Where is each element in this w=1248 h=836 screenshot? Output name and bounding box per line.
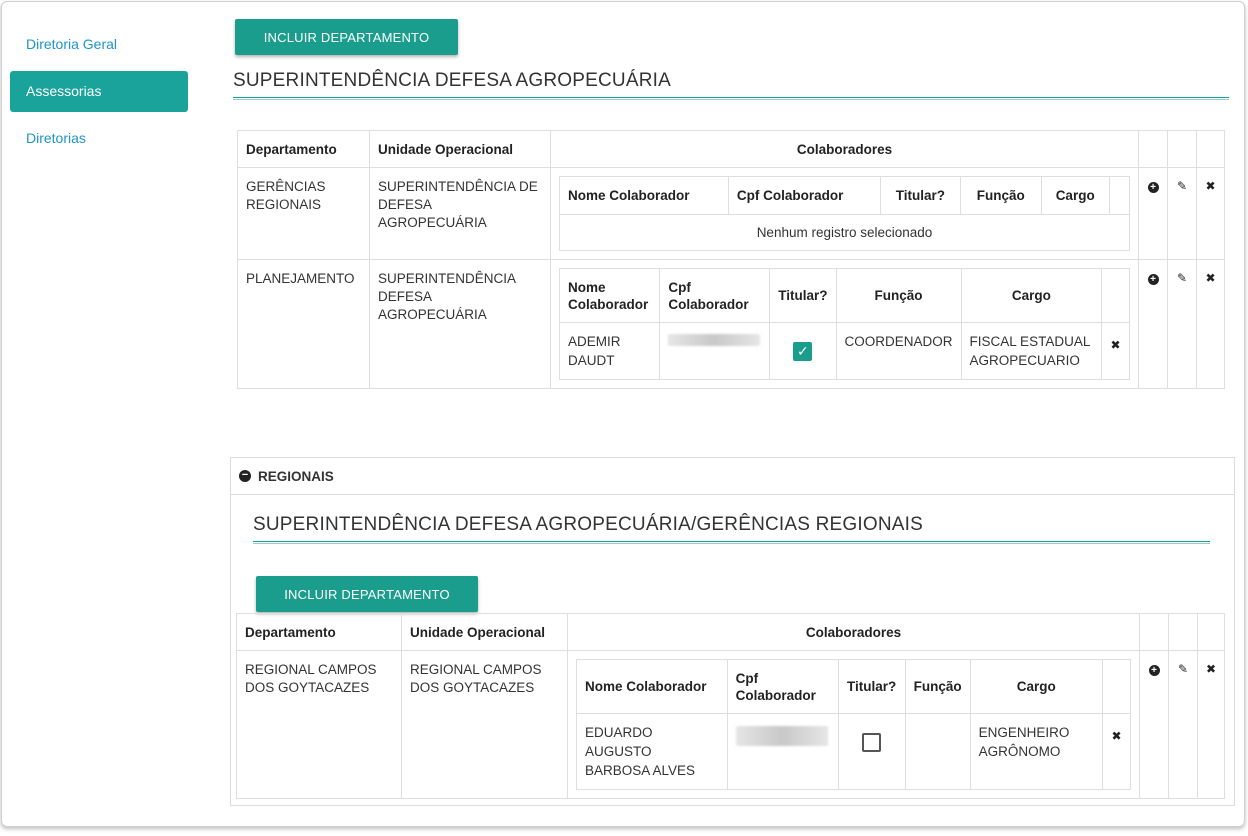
header-blank xyxy=(1139,131,1168,168)
sub-header-funcao: Função xyxy=(961,177,1041,215)
remove-colaborador-button[interactable] xyxy=(1102,323,1130,380)
colaborador-nome: ADEMIR DAUDT xyxy=(560,323,660,380)
sub-header-cargo: Cargo xyxy=(1041,177,1109,215)
times-icon[interactable]: ✖ xyxy=(1205,179,1216,193)
add-colaborador-button[interactable] xyxy=(1139,260,1168,389)
header-departamento: Departamento xyxy=(237,614,402,651)
colaborador-row xyxy=(560,323,1130,380)
sub-header-titular: Titular? xyxy=(880,177,960,215)
colaborador-funcao: COORDENADOR xyxy=(836,323,961,380)
colaborador-titular[interactable] xyxy=(838,714,905,790)
edit-button[interactable] xyxy=(1169,651,1198,799)
app-frame xyxy=(1,1,1245,827)
incluir-departamento-button[interactable]: INCLUIR DEPARTAMENTO xyxy=(235,19,458,55)
colaborador-titular[interactable] xyxy=(770,323,836,380)
pencil-icon[interactable]: ✎ xyxy=(1177,662,1189,676)
delete-button[interactable] xyxy=(1197,260,1225,389)
plus-circle-icon[interactable]: + xyxy=(1148,182,1159,193)
empty-message: Nenhum registro selecionado xyxy=(560,215,1130,251)
regionais-title-divider xyxy=(253,541,1210,544)
cell-unidade: SUPERINTENDÊNCIA DEFESA AGROPECUÁRIA xyxy=(370,260,551,389)
redacted-cpf xyxy=(736,726,828,746)
header-unidade: Unidade Operacional xyxy=(402,614,568,651)
add-colaborador-button[interactable] xyxy=(1139,168,1168,260)
colaboradores-table xyxy=(559,268,1130,380)
sidebar-item-assessorias[interactable]: Assessorias xyxy=(10,71,188,112)
pencil-icon[interactable]: ✎ xyxy=(1176,179,1188,193)
sub-header-nome: Nome Colaborador xyxy=(560,177,729,215)
times-icon[interactable]: ✖ xyxy=(1110,338,1121,352)
regionais-table xyxy=(236,613,1225,799)
header-blank xyxy=(1168,131,1197,168)
header-departamento: Departamento xyxy=(238,131,370,168)
sub-header-titular: Titular? xyxy=(770,269,836,323)
sub-header-blank xyxy=(1102,269,1130,323)
table-row xyxy=(238,168,1225,260)
regionais-label: REGIONAIS xyxy=(258,468,334,484)
cell-unidade: SUPERINTENDÊNCIA DE DEFESA AGROPECUÁRIA xyxy=(370,168,551,260)
sub-header-blank xyxy=(1102,660,1130,714)
remove-colaborador-button[interactable] xyxy=(1102,714,1130,790)
plus-circle-icon[interactable]: + xyxy=(1148,274,1159,285)
checkbox-unchecked-icon[interactable] xyxy=(862,733,881,752)
delete-button[interactable] xyxy=(1197,168,1225,260)
edit-button[interactable] xyxy=(1168,168,1197,260)
cell-departamento: REGIONAL CAMPOS DOS GOYTACAZES xyxy=(237,651,402,799)
sidebar-item-diretoria-geral[interactable]: Diretoria Geral xyxy=(26,36,118,52)
header-blank xyxy=(1198,614,1225,651)
header-blank xyxy=(1197,131,1225,168)
times-icon[interactable]: ✖ xyxy=(1111,729,1122,743)
title-divider xyxy=(233,97,1229,100)
colaborador-row xyxy=(577,714,1131,790)
colaborador-funcao xyxy=(905,714,970,790)
pencil-icon[interactable]: ✎ xyxy=(1176,271,1188,285)
sub-header-cargo: Cargo xyxy=(961,269,1102,323)
redacted-cpf xyxy=(668,334,760,346)
sub-header-cpf: Cpf Colaborador xyxy=(728,177,880,215)
times-icon[interactable]: ✖ xyxy=(1205,271,1216,285)
minus-circle-icon[interactable]: − xyxy=(239,470,251,482)
header-blank xyxy=(1140,614,1169,651)
departamentos-table xyxy=(237,130,1225,389)
sub-header-titular: Titular? xyxy=(838,660,905,714)
colaboradores-table xyxy=(559,176,1130,251)
cell-unidade: REGIONAL CAMPOS DOS GOYTACAZES xyxy=(402,651,568,799)
sidebar xyxy=(10,24,188,165)
header-unidade: Unidade Operacional xyxy=(370,131,551,168)
colaboradores-table xyxy=(576,659,1131,790)
sub-header-funcao: Função xyxy=(836,269,961,323)
sidebar-item-diretorias[interactable]: Diretorias xyxy=(26,130,86,146)
incluir-departamento-regional-button[interactable]: INCLUIR DEPARTAMENTO xyxy=(256,576,478,612)
cell-departamento: GERÊNCIAS REGIONAIS xyxy=(238,168,370,260)
edit-button[interactable] xyxy=(1168,260,1197,389)
colaborador-cargo: ENGENHEIRO AGRÔNOMO xyxy=(970,714,1102,790)
page-title: SUPERINTENDÊNCIA DEFESA AGROPECUÁRIA xyxy=(233,70,671,91)
sub-header-blank xyxy=(1109,177,1129,215)
header-colaboradores: Colaboradores xyxy=(568,614,1140,651)
header-colaboradores: Colaboradores xyxy=(551,131,1139,168)
times-icon[interactable]: ✖ xyxy=(1205,662,1217,676)
regionais-title: SUPERINTENDÊNCIA DEFESA AGROPECUÁRIA/GERÊNCIAS REGIONAIS xyxy=(253,514,924,535)
cell-colaboradores xyxy=(551,260,1139,389)
colaborador-cpf xyxy=(727,714,838,790)
colaborador-nome: EDUARDO AUGUSTO BARBOSA ALVES xyxy=(577,714,728,790)
sub-header-cpf: Cpf Colaborador xyxy=(660,269,770,323)
sub-header-cpf: Cpf Colaborador xyxy=(727,660,838,714)
plus-circle-icon[interactable]: + xyxy=(1149,665,1160,676)
delete-button[interactable] xyxy=(1198,651,1225,799)
table-row xyxy=(237,651,1225,799)
header-blank xyxy=(1169,614,1198,651)
cell-colaboradores xyxy=(568,651,1140,799)
colaborador-cargo: FISCAL ESTADUAL AGROPECUARIO xyxy=(961,323,1102,380)
table-row xyxy=(238,260,1225,389)
sub-header-funcao: Função xyxy=(905,660,970,714)
cell-departamento: PLANEJAMENTO xyxy=(238,260,370,389)
sub-header-nome: Nome Colaborador xyxy=(560,269,660,323)
regionais-toggle[interactable] xyxy=(231,458,1234,495)
sub-header-cargo: Cargo xyxy=(970,660,1102,714)
colaborador-cpf xyxy=(660,323,770,380)
sub-header-nome: Nome Colaborador xyxy=(577,660,728,714)
checkbox-checked-icon[interactable]: ✓ xyxy=(793,342,812,361)
cell-colaboradores xyxy=(551,168,1139,260)
add-colaborador-button[interactable] xyxy=(1140,651,1169,799)
